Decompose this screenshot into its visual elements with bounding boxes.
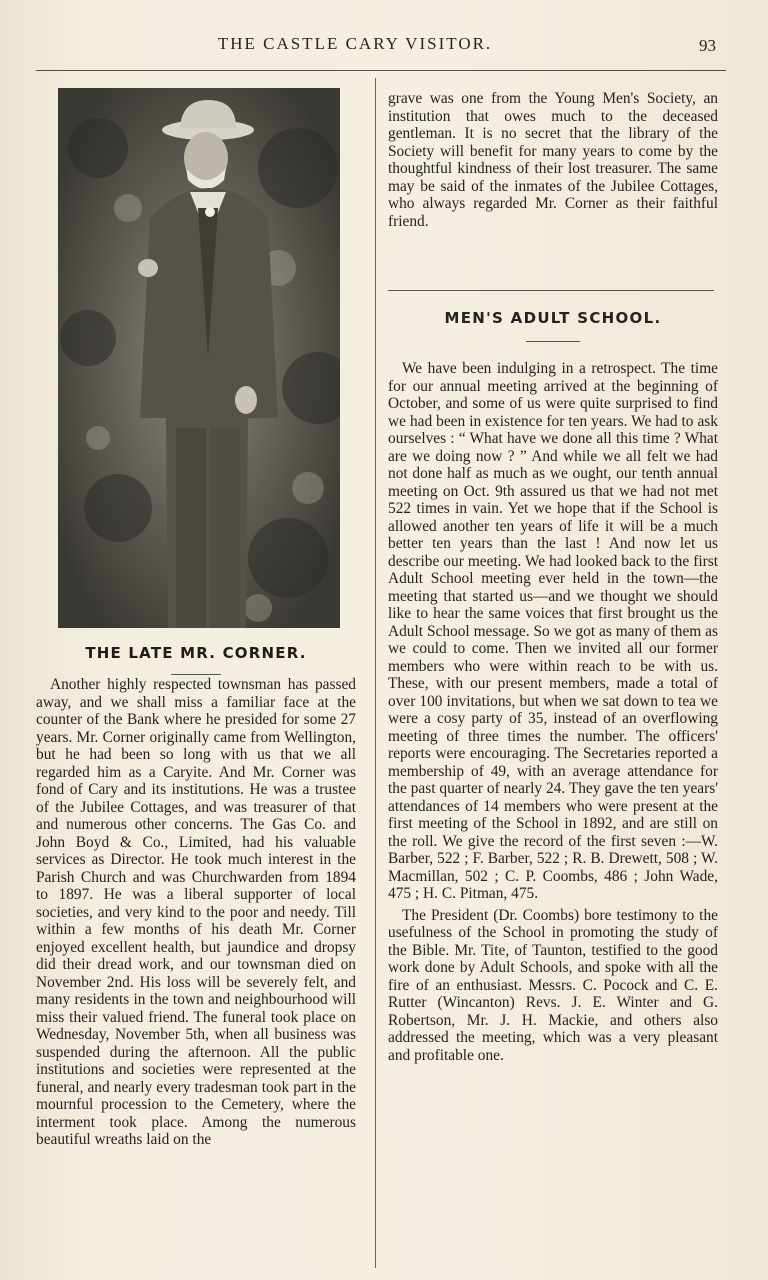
page-number: 93 bbox=[699, 36, 716, 55]
header-rule bbox=[36, 70, 726, 71]
article-paragraph-2: The President (Dr. Coombs) bore testimony to the usefulness of the School in promoting the study of the Bible. Mr. Tite, of Taunton, testified to the good work done by Adult Schools, and spoke with all the fire of an enthusiast. Messrs. C. Pocock and C. E. Rutter (Wincanton) Revs. J. E. Winter and G. Robertson, Mr. J. H. Mackie, and others also addressed the meeting, which was a very pleasant and profitable one. bbox=[388, 906, 718, 1064]
obituary-paragraph: Another highly respected townsman has passed away, and we shall miss a familiar face at the counter of the Bank where he presided for some 27 years. Mr. Corner originally came from Wellington, but he had been so long with us that we all regarded him as a Caryite. And Mr. Corner was fond of Cary and its institutions. He was a trustee of the Jubilee Cottages, and was treasurer of that and numerous other concerns. The Gas Co. and John Boyd & Co., Limited, had his valuable services as Director. He took much interest in the Parish Church and was Churchwarden from 1894 to 1897. He was a liberal supporter of local societies, and very kind to the poor and needy. Till within a few months of his death Mr. Corner enjoyed excellent health, but jaundice and dropsy did their dread work, and our townsman died on November 2nd. His loss will be severely felt, and many residents in the town and neighbourhood will miss their valued friend. The funeral took place on Wednesday, November 5th, when all business was suspended during the afternoon. All the public institutions and societies were represented at the funeral, and nearly every tradesman took part in the mournful procession to the Cemetery, where the interment took place. Among the numerous beautiful wreaths laid on the bbox=[36, 676, 356, 1148]
caption-rule bbox=[171, 674, 221, 675]
page-header bbox=[0, 30, 768, 60]
portrait-illustration bbox=[58, 88, 340, 628]
section-rule bbox=[388, 290, 714, 291]
section-title-rule bbox=[526, 341, 580, 342]
section-title: MEN'S ADULT SCHOOL. bbox=[444, 309, 662, 327]
adult-school-article bbox=[388, 350, 718, 1064]
article-paragraph-1: We have been indulging in a retrospect. The time for our annual meeting arrived at the beginning of October, and some of us were quite surprised to find we had been in existence for ten years. We had to ask ourselves : “ What have we done all this time ? What are we doing now ? ” And while we all felt we had not done half as much as we ought, our tenth annual meeting on Oct. 9th assured us that we had not met 522 times in vain. Yet we hope that if the School is allowed another ten years of life it will be a much better ten years than the last ! And now let us describe our meeting. We had looked back to the first Adult School meeting ever held in the town—the meeting that started us—and we thought we should like to hear the same voices that first brought us the Adult School message. So we got as many of them as we could to come. Then we invited all our former members who were within reach to be with us. These, with our present members, made a total of over 100 invitations, but when we sat down to tea we were a cosy party of 35, instead of an overflowing meeting of three times the number. The officers' reports were encouraging. The Secretaries reported a membership of 49, with an average attendance for the past quarter of nearly 24. They gave the ten years' attendances of 14 members who were present at the first meeting of the School in 1892, and are still on the roll. We give the record of the first seven :—W. Barber, 522 ; F. Barber, 522 ; R. B. Drewett, 508 ; W. Macmillan, 502 ; C. P. Coombs, 486 ; John Wade, 475 ; H. C. Pitman, 475. bbox=[388, 360, 718, 902]
portrait-photo bbox=[58, 88, 340, 628]
photo-caption: THE LATE MR. CORNER. bbox=[85, 644, 307, 662]
obituary-text bbox=[36, 676, 356, 1149]
continuation-paragraph: grave was one from the Young Men's Society, an institution that owes much to the deceased gentleman. It is no secret that the library of the Society will benefit for many years to come by the thoughtful kindness of their lost treasurer. The same may be said of the inmates of the Jubilee Cottages, who always regarded Mr. Corner as their faithful friend. bbox=[388, 90, 718, 230]
publication-title: THE CASTLE CARY VISITOR. bbox=[217, 34, 493, 53]
column-divider bbox=[375, 78, 376, 1268]
obituary-continuation bbox=[388, 90, 718, 230]
